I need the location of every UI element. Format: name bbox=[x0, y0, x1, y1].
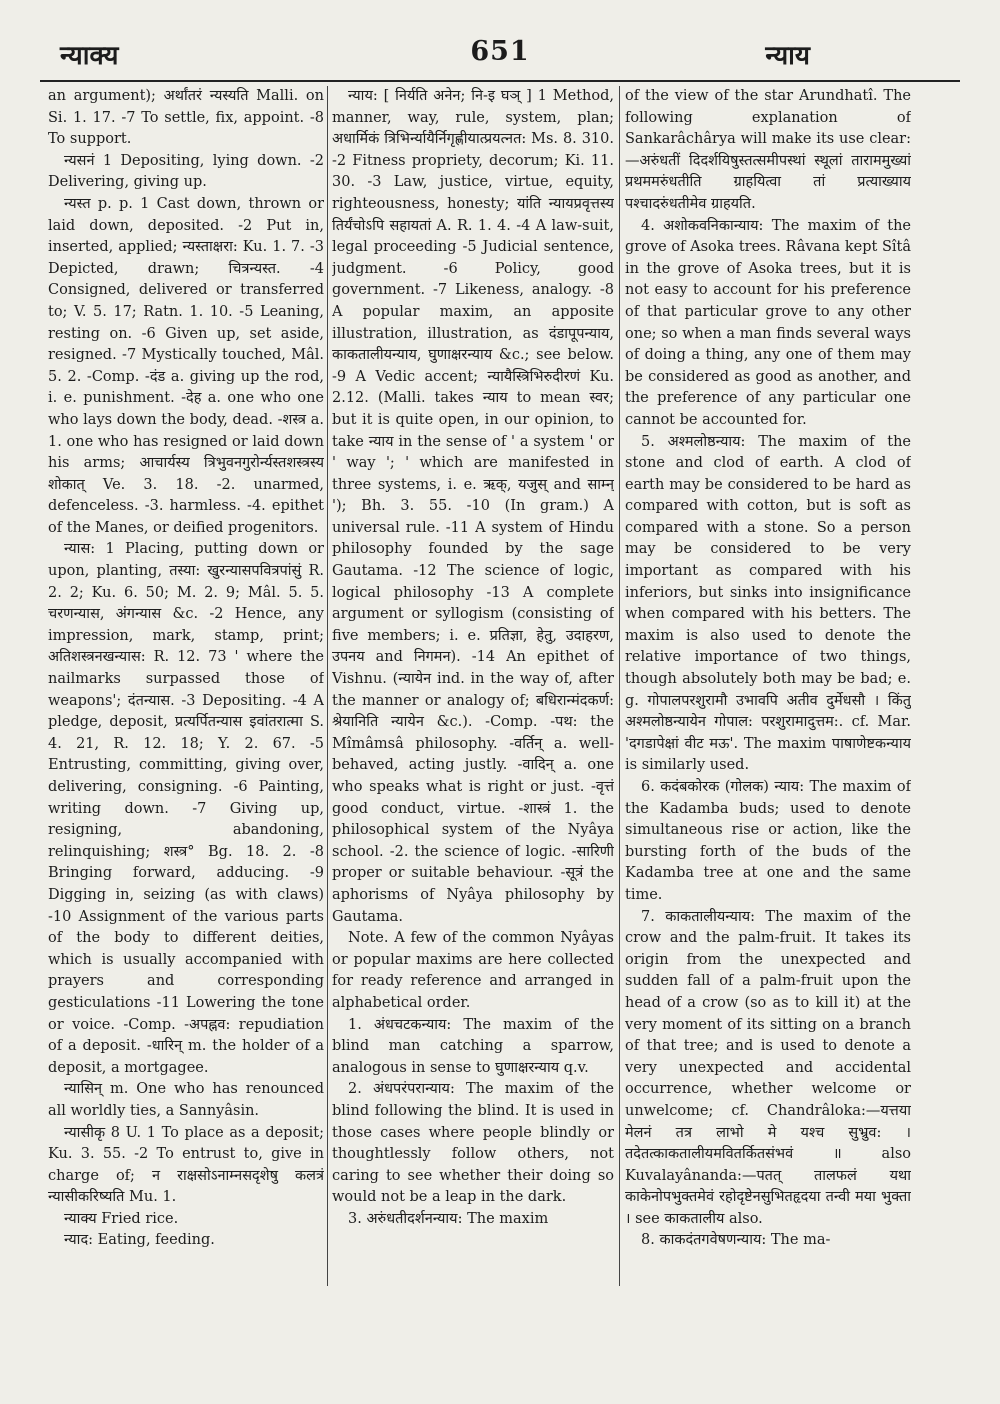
entry-paragraph: of the view of the star Arundhatî. The following explanation of Sankarâchârya will make its use clear:—अरुंधतीं दिदर्शयिषुस्तत्समीपस्थां स्थूलां ताराममुख्यां प्रथममरुंधतीति ग्राहयित्वा तां प्रत्याख्याय पश्चादरुंधतीमेव ग्राहयति. bbox=[625, 88, 911, 212]
entry-paragraph: 1. अंधचटकन्याय: The maxim of the blind man catching a sparrow, analogous in sense to घुणाक्षरन्याय q.v. bbox=[332, 1016, 614, 1076]
entry-paragraph: न्यसनं 1 Depositing, lying down. -2 Delivering, giving up. bbox=[48, 152, 324, 191]
entry-paragraph: an argument); अर्थांतरं न्यस्यति Malli. on Si. 1. 17. -7 To settle, fix, appoint. -8 To support. bbox=[48, 88, 324, 148]
entry-paragraph: न्यास: 1 Placing, putting down or upon, planting, तस्या: खुरन्यासपवित्रपांसुं R. 2. 2; Ku. 6. 50; M. 2. 9; Mâl. 5. 5. चरणन्यास, अंगन्यास &c. -2 Hence, any impression, mark, stamp, print; अतिशस्त्रनखन्यास: R. 12. 73 ' where the nailmarks surpassed those of weapons'; दंतन्यास. -3 Depositing. -4 A pledge, deposit, प्रत्यर्पितन्यास इवांतरात्मा S. 4. 21, R. 12. 18; Y. 2. 67. -5 Entrusting, committing, giving over, delivering, consigning. -6 Painting, writing down. -7 Giving up, resigning, abandoning, relinquishing; शस्त्र° Bg. 18. 2. -8 Bringing forward, adducing. -9 Digging in, seizing (as with claws) -10 Assignment of the various parts of the body to different deities, which is usually accompanied with prayers and corresponding gesticulations -11 Lowering the tone or voice. -Comp. -अपह्नव: repudiation of a deposit. -धारिन् m. the holder of a deposit, a mortgagee. bbox=[48, 541, 324, 1076]
entry-paragraph: 8. काकदंतगवेषणन्याय: The ma- bbox=[641, 1232, 831, 1249]
header-rule bbox=[40, 80, 960, 82]
entry-paragraph: 3. अरुंधतीदर्शनन्याय: The maxim bbox=[348, 1210, 549, 1227]
column-divider bbox=[619, 86, 620, 1286]
column-2 bbox=[332, 86, 614, 1396]
entry-paragraph: 6. कदंबकोरक (गोलक) न्याय: The maxim of the Kadamba buds; used to denote simultaneous rise or action, like the bursting forth of the buds of the Kadamba tree at one and the same time. bbox=[625, 779, 911, 903]
entry-paragraph: न्यस्त p. p. 1 Cast down, thrown or laid down, deposited. -2 Put in, inserted, applied; न्यस्ताक्षरा: Ku. 1. 7. -3 Depicted, drawn; चित्रन्यस्त. -4 Consigned, delivered or transferred to; V. 5. 17; Ratn. 1. 10. -5 Leaning, resting on. -6 Given up, set aside, resigned. -7 Mystically touched, Mâl. 5. 2. -Comp. -दंड a. giving up the rod, i. e. punishment. -देह a. one who one who lays down the body, dead. -शस्त्र a. 1. one who has resigned or laid down his arms; आचार्यस्य त्रिभुवनगुरोर्न्यस्तशस्त्रस्य शोकात् Ve. 3. 18. -2. unarmed, defenceless. -3. harmless. -4. epithet of the Manes, or deified progenitors. bbox=[48, 195, 324, 536]
entry-paragraph: न्याय: [ निर्यति अनेन; नि-इ घञ् ] 1 Method, manner, way, rule, system, plan; अधार्मिकं त्रिभिर्न्यायैर्निगृह्णीयात्प्रयत्नत: Ms. 8. 310. -2 Fitness propriety, decorum; Ki. 11. 30. -3 Law, justice, virtue, equity, righteousness, honesty; यांति न्यायप्रवृत्तस्य तिर्यंचोऽपि सहायतां A. R. 1. 4. -4 A law-suit, legal proceeding -5 Judicial sentence, judgment. -6 Policy, good government. -7 Likeness, analogy. -8 A popular maxim, an apposite illustration, illustration, as दंडापूपन्याय, काकतालीयन्याय, घुणाक्षरन्याय &c.; see below. -9 A Vedic accent; न्यायैस्त्रिभिरुदीरणं Ku. 2.12. (Malli. takes न्याय to mean स्वर; but it is quite open, in our opinion, to take न्याय in the sense of ' a system ' or ' way '; ' which are manifested in three systems, i. e. ऋक्, यजुस् and साम्न् '); Bh. 3. 55. -10 (In gram.) A universal rule. -11 A system of Hindu philosophy founded by the sage Gautama. -12 The science of logic, logical philosophy -13 A complete argument or syllogism (consisting of five members; i. e. प्रतिज्ञा, हेतु, उदाहरण, उपनय and निगमन). -14 An epithet of Vishnu. (न्यायेन ind. in the way of, after the manner or analogy of; बधिरान्मंदकर्ण: श्रेयानिति न्यायेन &c.). -Comp. -पथ: the Mîmâmsâ philosophy. -वर्तिन् a. well-behaved, acting justly. -वादिन् a. one who speaks what is right or just. -वृत्तं good conduct, virtue. -शास्त्रं 1. the philosophical system of the Nyâya school. -2. the science of logic. -सारिणी proper or suitable behaviour. -सूत्रं the aphorisms of Nyâya philosophy by Gautama. bbox=[332, 88, 614, 925]
entry-paragraph: न्यासिन् m. One who has renounced all worldly ties, a Sannyâsin. bbox=[48, 1081, 324, 1119]
entry-paragraph: न्याक्य Fried rice. bbox=[64, 1210, 179, 1227]
entry-paragraph: Note. A few of the common Nyâyas or popular maxims are here collected for ready reference and arranged in alphabetical order. bbox=[332, 930, 614, 1011]
column-1 bbox=[48, 86, 324, 1396]
page-number: 651 bbox=[470, 36, 530, 67]
entry-paragraph: न्यासीकृ 8 U. 1 To place as a deposit; Ku. 3. 55. -2 To entrust to, give in charge of; न राक्षसोऽनाम्नसदृशेषु कलत्रं न्यासीकरिष्यति Mu. 1. bbox=[48, 1124, 324, 1206]
entry-paragraph: 5. अश्मलोष्ठन्याय: The maxim of the stone and clod of earth. A clod of earth may be considered to be hard as compared with cotton, but is soft as compared with a stone. So a person may be considered to be very important as compared with his inferiors, but sinks into insignificance when compared with his betters. The maxim is also used to denote the relative importance of two things, though absolutely both may be bad; e. g. गोपालपरशुरामौ उभावपि अतीव दुर्मेधसौ । किंतु अश्मलोष्ठन्यायेन गोपाल: परशुरामादुत्तम:. cf. Mar. 'दगडापेक्षां वीट मऊ'. The maxim पाषाणेष्टकन्याय is similarly used. bbox=[625, 433, 911, 774]
entry-paragraph: 2. अंधपरंपरान्याय: The maxim of the blind following the blind. It is used in those cases where people blindly or thoughtlessly follow others, not caring to see whether their doing so would not be a leap in the dark. bbox=[332, 1081, 614, 1206]
running-head-left: न्याक्य bbox=[60, 41, 119, 71]
entry-paragraph: 4. अशोकवनिकान्याय: The maxim of the grove of Asoka trees. Râvana kept Sîtâ in the grove of Asoka trees, but it is not easy to account for his preference of that particular grove to any other one; so when a man finds several ways of doing a thing, any one of them may be considered as good as another, and the preference of any particular one cannot be accounted for. bbox=[625, 217, 911, 428]
running-head-right: न्याय bbox=[765, 41, 810, 71]
page-header bbox=[40, 30, 960, 80]
column-3 bbox=[625, 86, 911, 1396]
column-divider bbox=[327, 86, 328, 1286]
entry-paragraph: न्याद: Eating, feeding. bbox=[64, 1232, 215, 1249]
entry-paragraph: 7. काकतालीयन्याय: The maxim of the crow and the palm-fruit. It takes its origin from the unexpected and sudden fall of a palm-fruit upon the head of a crow (so as to kill it) at the very moment of its sitting on a branch of that tree; and is used to denote a very unexpected and accidental occurrence, whether welcome or unwelcome; cf. Chandrâloka:—यत्तया मेलनं तत्र लाभो मे यश्च सुभ्रुव: । तदेतत्काकतालीयमवितर्कितसंभवं ॥ also Kuvalayânanda:—पतत् तालफलं यथा काकेनोपभुक्तमेवं रहोदृष्टेनसुभितहृदया तन्वी मया भुक्ता । see काकतालीय also. bbox=[625, 908, 911, 1227]
